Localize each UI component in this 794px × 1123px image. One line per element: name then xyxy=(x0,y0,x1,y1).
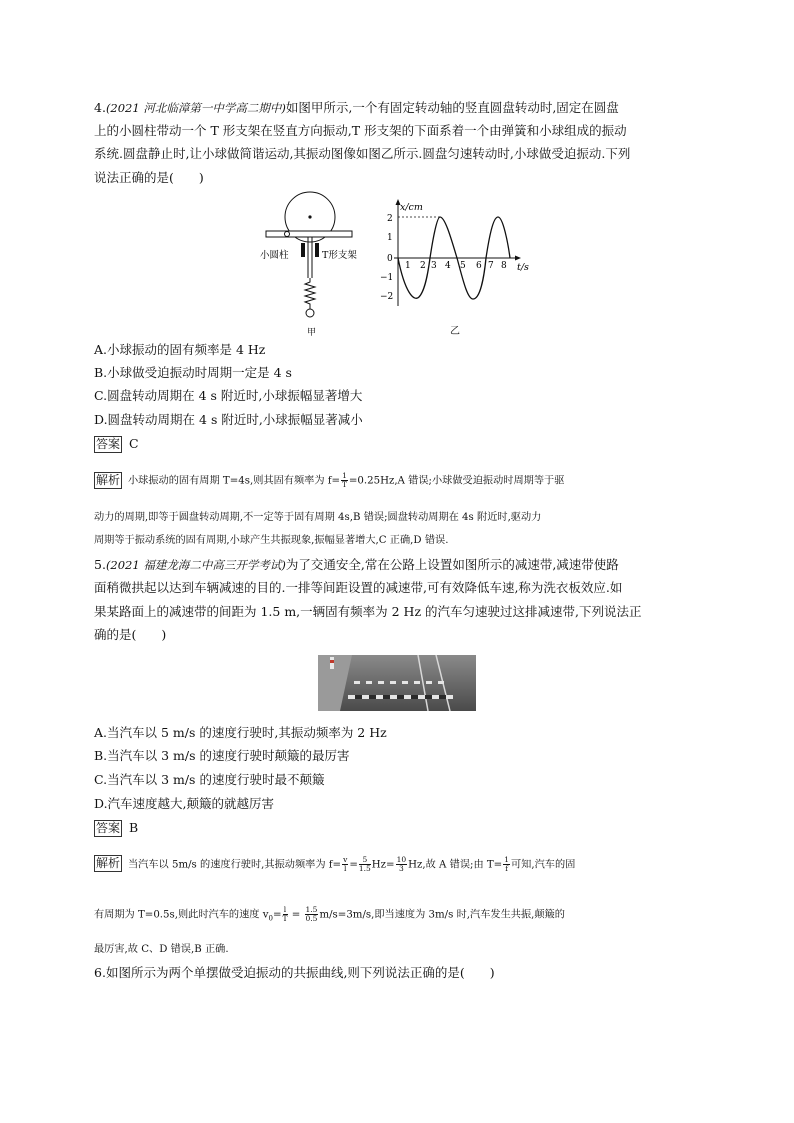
frac-num: 1.5 xyxy=(305,905,318,914)
q5-analysis-text2a: 有周期为 T=0.5s,则此时汽车的速度 v xyxy=(94,909,269,921)
frac-den: T xyxy=(282,914,288,923)
fraction-v-over-l xyxy=(342,856,348,873)
q5-analysis-text2d: m/s=3m/s,即当速度为 3m/s 时,汽车发生共振,颠簸的 xyxy=(319,909,565,921)
q4-answer-tag: 答案 xyxy=(96,437,121,451)
q5-option-c: C.当汽车以 3 m/s 的速度行驶时最不颠簸 xyxy=(94,772,325,787)
q5-answer-value: B xyxy=(129,820,139,835)
q5-number: 5 xyxy=(94,557,102,572)
frac-den: 0.5 xyxy=(305,914,318,923)
q5-analysis-text2c: = xyxy=(288,909,304,921)
frac-num: 10 xyxy=(396,855,407,864)
fraction-1-over-T xyxy=(341,472,348,489)
figure-yi xyxy=(378,198,536,338)
q5-option-b: B.当汽车以 3 m/s 的速度行驶时颠簸的最厉害 xyxy=(94,748,350,763)
q4-stem-line4: 说法正确的是( ) xyxy=(94,170,204,185)
q5-analysis-text1a: 当汽车以 5m/s 的速度行驶时,其振动频率为 f= xyxy=(128,859,342,871)
q6-number: 6 xyxy=(94,965,102,980)
y-tick-neg1: −1 xyxy=(380,273,394,283)
x-tick-1: 1 xyxy=(405,261,411,271)
label-cylinder: 小圆柱 xyxy=(260,250,289,261)
q5-analysis-text2b: = xyxy=(272,909,282,921)
y-tick-neg2: −2 xyxy=(380,292,394,302)
q5-analysis-text1b: Hz= xyxy=(371,859,395,871)
q5-stem-text1: 为了交通安全,常在公路上设置如图所示的减速带,减速带使路 xyxy=(285,557,619,572)
q5-analysis-line3: 最厉害,故 C、D 错误,B 正确. xyxy=(94,944,229,955)
caption-jia: 甲 xyxy=(307,328,317,338)
q4-analysis-text1a: 小球振动的固有周期 T=4s,则其固有频率为 f= xyxy=(128,475,341,487)
q4-analysis-line1 xyxy=(128,472,564,490)
caption-yi: 乙 xyxy=(450,326,460,337)
fraction-5-over-1.5 xyxy=(359,856,371,873)
frac-num: l xyxy=(283,905,287,914)
x-tick-8: 8 xyxy=(501,261,507,271)
y-tick-0: 0 xyxy=(387,254,393,264)
y-tick-2: 2 xyxy=(387,214,393,224)
fraction-1-over-f xyxy=(503,856,510,873)
q4-analysis-tag: 解析 xyxy=(96,473,121,487)
q4-stem-text1: 如图甲所示,一个有固定转动轴的竖直圆盘转动时,固定在圆盘 xyxy=(285,100,619,115)
q5-source: (2021 福建龙海二中高三开学考试) xyxy=(105,558,286,572)
subscript-0: 0 xyxy=(268,914,273,923)
q4-stem-line3: 系统.圆盘静止时,让小球做简谐运动,其振动图像如图乙所示.圆盘匀速转动时,小球做受迫振动.下列 xyxy=(94,146,631,161)
q5-answer-tag: 答案 xyxy=(96,821,121,835)
q5-analysis-text1d: 可知,汽车的固 xyxy=(511,859,576,871)
fraction-l-over-T xyxy=(283,906,288,923)
frac-num: v xyxy=(343,855,348,864)
q4-analysis-text1b: =0.25Hz,A 错误;小球做受迫振动时周期等于驱 xyxy=(348,475,565,487)
q4-analysis-line3: 周期等于振动系统的固有周期,小球产生共振现象,振幅显著增大,C 正确,D 错误. xyxy=(94,535,449,546)
speed-bump-photo xyxy=(318,655,476,711)
frac-den: f xyxy=(505,864,508,873)
frac-den: 3 xyxy=(398,864,404,873)
y-tick-1: 1 xyxy=(387,233,393,243)
q5-option-d: D.汽车速度越大,颠簸的就越厉害 xyxy=(94,796,275,811)
q5-stem-line1: 5.(2021 福建龙海二中高三开学考试)为了交通安全,常在公路上设置如图所示的减速带,减速带使路 xyxy=(94,557,619,572)
x-tick-2: 2 xyxy=(420,261,426,271)
x-tick-5: 5 xyxy=(460,261,466,271)
q5-analysis-text1c: Hz,故 A 错误;由 T= xyxy=(408,859,503,871)
q5-stem-line2: 面稍微拱起以达到车辆减速的目的.一排等间距设置的减速带,可有效降低车速,称为洗衣板效应.如 xyxy=(94,580,623,595)
x-tick-3: 3 xyxy=(431,261,437,271)
frac-num: 1 xyxy=(342,471,347,480)
q4-option-c: C.圆盘转动周期在 4 s 附近时,小球振幅显著增大 xyxy=(94,388,363,403)
q6-stem: 6.如图所示为两个单摆做受迫振动的共振曲线,则下列说法正确的是( ) xyxy=(94,965,495,980)
q5-analysis-line2 xyxy=(94,906,565,927)
frac-den: l xyxy=(343,864,347,873)
x-ticks xyxy=(405,261,507,271)
frac-den: 1.5 xyxy=(358,864,371,873)
q5-option-a: A.当汽车以 5 m/s 的速度行驶时,其振动频率为 2 Hz xyxy=(94,725,387,740)
q5-stem-line3: 果某路面上的减速带的间距为 1.5 m,一辆固有频率为 2 Hz 的汽车匀速驶过这排减速带,下列说法正 xyxy=(94,604,642,619)
q4-stem-line1: 4.(2021 河北临漳第一中学高二期中)如图甲所示,一个有固定转动轴的竖直圆盘转动时,固定在圆盘 xyxy=(94,100,619,115)
q4-answer-value: C xyxy=(129,436,139,451)
x-axis-label: t/s xyxy=(517,262,529,273)
frac-num: 5 xyxy=(359,856,371,865)
q5-analysis-line1: 当汽车以 5m/s 的速度行驶时,其振动频率为 f= $\frac{v}{l}$ = $\frac{5}{1.5}$ Hz= $\frac{10}{3}$ Hz,故 A 错误;由 T= $\frac{1}{f}$ 可知,汽车的固 xyxy=(128,855,576,873)
q5-analysis-tag: 解析 xyxy=(96,856,121,870)
fraction-1.5-over-0.5 xyxy=(305,906,319,923)
fraction-10-over-3 xyxy=(396,856,408,873)
q4-stem-line2: 上的小圆柱带动一个 T 形支架在竖直方向振动,T 形支架的下面系着一个由弹簧和小球组成的振动 xyxy=(94,123,627,138)
label-t-frame: T形支架 xyxy=(322,250,357,261)
x-tick-4: 4 xyxy=(445,261,451,271)
frac-num: 1 xyxy=(504,855,509,864)
q4-option-d: D.圆盘转动周期在 4 s 附近时,小球振幅显著减小 xyxy=(94,412,363,427)
q4-option-a: A.小球振动的固有频率是 4 Hz xyxy=(94,342,266,357)
q4-number: 4 xyxy=(94,100,102,115)
q4-option-b: B.小球做受迫振动时周期一定是 4 s xyxy=(94,365,292,380)
frac-den: T xyxy=(341,480,347,489)
x-tick-6: 6 xyxy=(476,261,482,271)
q6-stem-text: 如图所示为两个单摆做受迫振动的共振曲线,则下列说法正确的是( ) xyxy=(105,965,495,980)
q4-analysis-line2: 动力的周期,即等于圆盘转动周期,不一定等于固有周期 4s,B 错误;圆盘转动周期在 4s 附近时,驱动力 xyxy=(94,512,542,523)
figure-jia xyxy=(258,190,376,338)
x-tick-7: 7 xyxy=(488,261,494,271)
q5-stem-line4: 确的是( ) xyxy=(94,627,167,642)
q4-source: (2021 河北临漳第一中学高二期中) xyxy=(105,101,286,115)
y-axis-label: x/cm xyxy=(400,202,423,213)
